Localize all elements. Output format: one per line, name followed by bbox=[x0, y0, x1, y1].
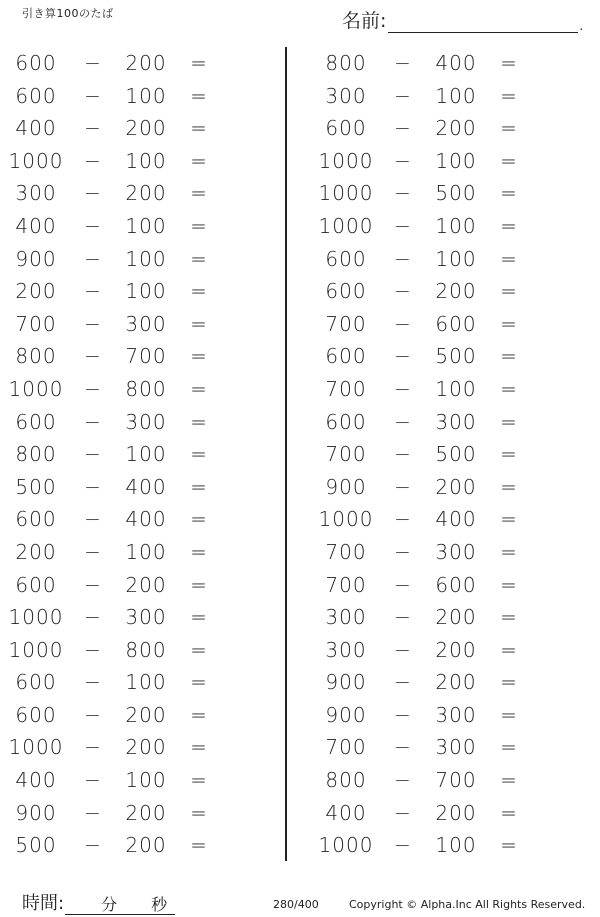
minuend: 800 bbox=[15, 344, 57, 369]
problem-row bbox=[8, 406, 278, 439]
minuend: 700 bbox=[15, 311, 57, 336]
minus-sign: − bbox=[394, 83, 412, 108]
minuend: 400 bbox=[15, 116, 57, 141]
subtrahend: 200 bbox=[125, 51, 167, 75]
minus-sign: − bbox=[84, 376, 102, 401]
minuend: 700 bbox=[325, 442, 367, 467]
equals-sign: = bbox=[500, 702, 518, 727]
problem-row bbox=[318, 601, 588, 634]
minus-sign: − bbox=[84, 409, 102, 434]
subtrahend: 300 bbox=[435, 409, 477, 434]
minus-sign: − bbox=[84, 768, 102, 793]
minuend: 900 bbox=[325, 670, 367, 695]
equals-sign: = bbox=[190, 768, 208, 793]
problem-row bbox=[8, 112, 278, 145]
equals-sign: = bbox=[190, 442, 208, 467]
subtrahend: 200 bbox=[125, 833, 167, 858]
minuend: 200 bbox=[15, 279, 57, 304]
equals-sign: = bbox=[500, 83, 518, 108]
minus-sign: − bbox=[84, 670, 102, 695]
minuend: 700 bbox=[325, 539, 367, 564]
problem-row bbox=[8, 243, 278, 276]
problem-row bbox=[8, 471, 278, 504]
minuend: 1000 bbox=[318, 833, 374, 858]
worksheet-title: 引き算100のたば bbox=[22, 7, 114, 20]
subtrahend: 100 bbox=[125, 148, 167, 173]
problem-row bbox=[8, 503, 278, 536]
minuend: 300 bbox=[325, 605, 367, 630]
seconds-label: 秒 bbox=[151, 895, 168, 914]
minuend: 900 bbox=[15, 800, 57, 825]
minuend: 200 bbox=[15, 539, 57, 564]
equals-sign: = bbox=[500, 311, 518, 336]
equals-sign: = bbox=[500, 181, 518, 206]
minus-sign: − bbox=[394, 800, 412, 825]
minuend: 300 bbox=[325, 83, 367, 108]
equals-sign: = bbox=[500, 833, 518, 858]
minuend: 400 bbox=[15, 768, 57, 793]
equals-sign: = bbox=[190, 376, 208, 401]
column-divider bbox=[285, 47, 287, 861]
problem-row bbox=[318, 177, 588, 210]
subtrahend: 100 bbox=[125, 442, 167, 467]
minuend: 1000 bbox=[8, 605, 64, 630]
equals-sign: = bbox=[500, 735, 518, 760]
problem-row bbox=[8, 731, 278, 764]
minus-sign: − bbox=[84, 213, 102, 238]
minuend: 300 bbox=[15, 181, 57, 206]
equals-sign: = bbox=[500, 246, 518, 271]
subtrahend: 700 bbox=[125, 344, 167, 369]
minus-sign: − bbox=[84, 735, 102, 760]
minus-sign: − bbox=[84, 474, 102, 499]
subtrahend: 400 bbox=[125, 474, 167, 499]
minus-sign: − bbox=[394, 702, 412, 727]
minus-sign: − bbox=[84, 181, 102, 206]
problem-row bbox=[318, 699, 588, 732]
problem-row bbox=[318, 569, 588, 602]
equals-sign: = bbox=[190, 213, 208, 238]
minus-sign: − bbox=[84, 51, 102, 75]
equals-sign: = bbox=[190, 670, 208, 695]
minuend: 500 bbox=[15, 833, 57, 858]
right-problem-column bbox=[318, 47, 588, 862]
problem-row bbox=[318, 731, 588, 764]
subtrahend: 800 bbox=[125, 376, 167, 401]
subtrahend: 400 bbox=[435, 51, 477, 75]
subtrahend: 200 bbox=[435, 605, 477, 630]
minus-sign: − bbox=[84, 572, 102, 597]
subtrahend: 300 bbox=[125, 311, 167, 336]
subtrahend: 200 bbox=[435, 800, 477, 825]
minuend: 600 bbox=[15, 83, 57, 108]
minuend: 600 bbox=[325, 279, 367, 304]
subtrahend: 100 bbox=[125, 539, 167, 564]
equals-sign: = bbox=[190, 51, 208, 75]
equals-sign: = bbox=[190, 116, 208, 141]
time-label: 時間: bbox=[22, 893, 65, 914]
subtrahend: 400 bbox=[125, 507, 167, 532]
name-field bbox=[342, 6, 583, 33]
equals-sign: = bbox=[190, 507, 208, 532]
subtrahend: 100 bbox=[125, 213, 167, 238]
problem-row bbox=[8, 797, 278, 830]
equals-sign: = bbox=[190, 344, 208, 369]
minuend: 700 bbox=[325, 735, 367, 760]
minus-sign: − bbox=[394, 279, 412, 304]
problem-row bbox=[8, 145, 278, 178]
problem-row bbox=[318, 797, 588, 830]
equals-sign: = bbox=[190, 539, 208, 564]
equals-sign: = bbox=[190, 702, 208, 727]
subtrahend: 100 bbox=[435, 376, 477, 401]
minuend: 1000 bbox=[8, 148, 64, 173]
time-blank-line bbox=[65, 892, 175, 915]
name-blank-line bbox=[388, 12, 578, 33]
equals-sign: = bbox=[190, 246, 208, 271]
problem-row bbox=[318, 112, 588, 145]
equals-sign: = bbox=[500, 409, 518, 434]
minuend: 900 bbox=[325, 474, 367, 499]
minuend: 1000 bbox=[8, 735, 64, 760]
minuend: 600 bbox=[325, 409, 367, 434]
minus-sign: − bbox=[394, 735, 412, 760]
minus-sign: − bbox=[394, 670, 412, 695]
minuend: 400 bbox=[15, 213, 57, 238]
equals-sign: = bbox=[190, 800, 208, 825]
equals-sign: = bbox=[500, 605, 518, 630]
subtrahend: 100 bbox=[435, 213, 477, 238]
equals-sign: = bbox=[500, 572, 518, 597]
problem-row bbox=[318, 210, 588, 243]
subtrahend: 200 bbox=[125, 702, 167, 727]
minuend: 600 bbox=[325, 116, 367, 141]
minus-sign: − bbox=[394, 376, 412, 401]
problem-row bbox=[8, 536, 278, 569]
problem-row bbox=[8, 340, 278, 373]
equals-sign: = bbox=[500, 474, 518, 499]
problem-row bbox=[318, 145, 588, 178]
subtrahend: 300 bbox=[435, 702, 477, 727]
minuend: 600 bbox=[15, 670, 57, 695]
minus-sign: − bbox=[84, 83, 102, 108]
subtrahend: 500 bbox=[435, 442, 477, 467]
subtrahend: 200 bbox=[435, 637, 477, 662]
name-label: 名前: bbox=[342, 10, 387, 32]
minus-sign: − bbox=[84, 605, 102, 630]
equals-sign: = bbox=[500, 637, 518, 662]
problem-row bbox=[318, 47, 588, 80]
minus-sign: − bbox=[394, 181, 412, 206]
subtrahend: 800 bbox=[125, 637, 167, 662]
minuend: 900 bbox=[15, 246, 57, 271]
minus-sign: − bbox=[394, 409, 412, 434]
equals-sign: = bbox=[500, 442, 518, 467]
minuend: 600 bbox=[15, 507, 57, 532]
problem-row bbox=[8, 569, 278, 602]
minuend: 1000 bbox=[318, 181, 374, 206]
equals-sign: = bbox=[190, 311, 208, 336]
subtrahend: 300 bbox=[435, 539, 477, 564]
minus-sign: − bbox=[394, 246, 412, 271]
problem-row bbox=[8, 177, 278, 210]
subtrahend: 100 bbox=[125, 768, 167, 793]
problem-row bbox=[318, 666, 588, 699]
minuend: 600 bbox=[15, 702, 57, 727]
subtrahend: 200 bbox=[435, 474, 477, 499]
minus-sign: − bbox=[394, 605, 412, 630]
problem-row bbox=[8, 373, 278, 406]
minus-sign: − bbox=[394, 474, 412, 499]
subtrahend: 600 bbox=[435, 572, 477, 597]
minus-sign: − bbox=[84, 702, 102, 727]
subtrahend: 100 bbox=[125, 246, 167, 271]
time-field bbox=[22, 889, 175, 915]
subtrahend: 700 bbox=[435, 768, 477, 793]
minus-sign: − bbox=[84, 507, 102, 532]
problem-row bbox=[8, 699, 278, 732]
minuend: 700 bbox=[325, 311, 367, 336]
minuend: 1000 bbox=[8, 637, 64, 662]
equals-sign: = bbox=[190, 409, 208, 434]
equals-sign: = bbox=[500, 507, 518, 532]
equals-sign: = bbox=[190, 474, 208, 499]
problem-row bbox=[318, 503, 588, 536]
equals-sign: = bbox=[190, 83, 208, 108]
problem-row bbox=[318, 243, 588, 276]
equals-sign: = bbox=[190, 279, 208, 304]
minus-sign: − bbox=[394, 539, 412, 564]
minus-sign: − bbox=[84, 344, 102, 369]
problem-row bbox=[8, 829, 278, 862]
minus-sign: − bbox=[84, 637, 102, 662]
minuend: 1000 bbox=[8, 376, 64, 401]
minuend: 600 bbox=[15, 51, 57, 75]
minus-sign: − bbox=[84, 116, 102, 141]
subtrahend: 200 bbox=[125, 800, 167, 825]
minus-sign: − bbox=[84, 442, 102, 467]
equals-sign: = bbox=[190, 833, 208, 858]
minus-sign: − bbox=[84, 833, 102, 858]
minuend: 600 bbox=[15, 409, 57, 434]
minus-sign: − bbox=[84, 279, 102, 304]
minuend: 500 bbox=[15, 474, 57, 499]
problem-row bbox=[318, 340, 588, 373]
minuend: 700 bbox=[325, 376, 367, 401]
equals-sign: = bbox=[500, 670, 518, 695]
minus-sign: − bbox=[394, 572, 412, 597]
minus-sign: − bbox=[394, 768, 412, 793]
minus-sign: − bbox=[84, 800, 102, 825]
equals-sign: = bbox=[500, 148, 518, 173]
copyright-notice: Copyright © Alpha.Inc All Rights Reserved. bbox=[349, 898, 586, 911]
problem-row bbox=[318, 764, 588, 797]
equals-sign: = bbox=[190, 637, 208, 662]
minuend: 600 bbox=[325, 344, 367, 369]
problem-row bbox=[8, 80, 278, 113]
problem-row bbox=[318, 536, 588, 569]
subtrahend: 200 bbox=[435, 116, 477, 141]
subtrahend: 100 bbox=[125, 83, 167, 108]
subtrahend: 600 bbox=[435, 311, 477, 336]
minus-sign: − bbox=[84, 148, 102, 173]
subtrahend: 300 bbox=[125, 605, 167, 630]
subtrahend: 200 bbox=[125, 572, 167, 597]
problem-row bbox=[8, 666, 278, 699]
minus-sign: − bbox=[394, 637, 412, 662]
subtrahend: 200 bbox=[435, 279, 477, 304]
minus-sign: − bbox=[394, 507, 412, 532]
problem-row bbox=[8, 438, 278, 471]
equals-sign: = bbox=[500, 539, 518, 564]
equals-sign: = bbox=[190, 181, 208, 206]
subtrahend: 200 bbox=[125, 116, 167, 141]
page-counter: 280/400 bbox=[273, 898, 319, 911]
equals-sign: = bbox=[500, 51, 518, 75]
problem-row bbox=[8, 47, 278, 80]
minus-sign: − bbox=[394, 311, 412, 336]
equals-sign: = bbox=[500, 116, 518, 141]
minuend: 600 bbox=[325, 246, 367, 271]
minuend: 1000 bbox=[318, 507, 374, 532]
minuend: 800 bbox=[325, 768, 367, 793]
equals-sign: = bbox=[500, 768, 518, 793]
subtrahend: 500 bbox=[435, 181, 477, 206]
equals-sign: = bbox=[190, 735, 208, 760]
equals-sign: = bbox=[190, 572, 208, 597]
minus-sign: − bbox=[394, 148, 412, 173]
subtrahend: 500 bbox=[435, 344, 477, 369]
subtrahend: 100 bbox=[435, 148, 477, 173]
subtrahend: 200 bbox=[435, 670, 477, 695]
problem-row bbox=[318, 275, 588, 308]
minuend: 700 bbox=[325, 572, 367, 597]
equals-sign: = bbox=[190, 605, 208, 630]
equals-sign: = bbox=[190, 148, 208, 173]
problem-row bbox=[8, 210, 278, 243]
minuend: 900 bbox=[325, 702, 367, 727]
problem-row bbox=[8, 275, 278, 308]
minuend: 1000 bbox=[318, 148, 374, 173]
minus-sign: − bbox=[394, 213, 412, 238]
minus-sign: − bbox=[394, 116, 412, 141]
minuend: 800 bbox=[325, 51, 367, 75]
minus-sign: − bbox=[84, 246, 102, 271]
equals-sign: = bbox=[500, 376, 518, 401]
subtrahend: 300 bbox=[435, 735, 477, 760]
subtrahend: 400 bbox=[435, 507, 477, 532]
problem-row bbox=[8, 634, 278, 667]
minus-sign: − bbox=[394, 442, 412, 467]
problem-row bbox=[318, 471, 588, 504]
name-line-dot: . bbox=[579, 19, 584, 33]
minus-sign: − bbox=[394, 51, 412, 75]
minus-sign: − bbox=[84, 539, 102, 564]
minuend: 1000 bbox=[318, 213, 374, 238]
minus-sign: − bbox=[394, 344, 412, 369]
left-problem-column bbox=[8, 47, 278, 862]
problem-row bbox=[318, 829, 588, 862]
problem-row bbox=[318, 373, 588, 406]
problem-row bbox=[318, 80, 588, 113]
subtrahend: 200 bbox=[125, 181, 167, 206]
minus-sign: − bbox=[394, 833, 412, 858]
equals-sign: = bbox=[500, 213, 518, 238]
equals-sign: = bbox=[500, 800, 518, 825]
minuend: 400 bbox=[325, 800, 367, 825]
subtrahend: 100 bbox=[125, 279, 167, 304]
minuend: 800 bbox=[15, 442, 57, 467]
problem-row bbox=[8, 308, 278, 341]
subtrahend: 100 bbox=[435, 246, 477, 271]
subtrahend: 300 bbox=[125, 409, 167, 434]
problem-row bbox=[8, 601, 278, 634]
problem-row bbox=[318, 406, 588, 439]
subtrahend: 100 bbox=[435, 833, 477, 858]
minutes-label: 分 bbox=[101, 895, 118, 914]
minus-sign: − bbox=[84, 311, 102, 336]
problem-row bbox=[8, 764, 278, 797]
problem-row bbox=[318, 438, 588, 471]
subtrahend: 100 bbox=[435, 83, 477, 108]
minuend: 300 bbox=[325, 637, 367, 662]
minuend: 600 bbox=[15, 572, 57, 597]
subtrahend: 100 bbox=[125, 670, 167, 695]
subtrahend: 200 bbox=[125, 735, 167, 760]
problem-row bbox=[318, 308, 588, 341]
equals-sign: = bbox=[500, 344, 518, 369]
equals-sign: = bbox=[500, 279, 518, 304]
problem-row bbox=[318, 634, 588, 667]
